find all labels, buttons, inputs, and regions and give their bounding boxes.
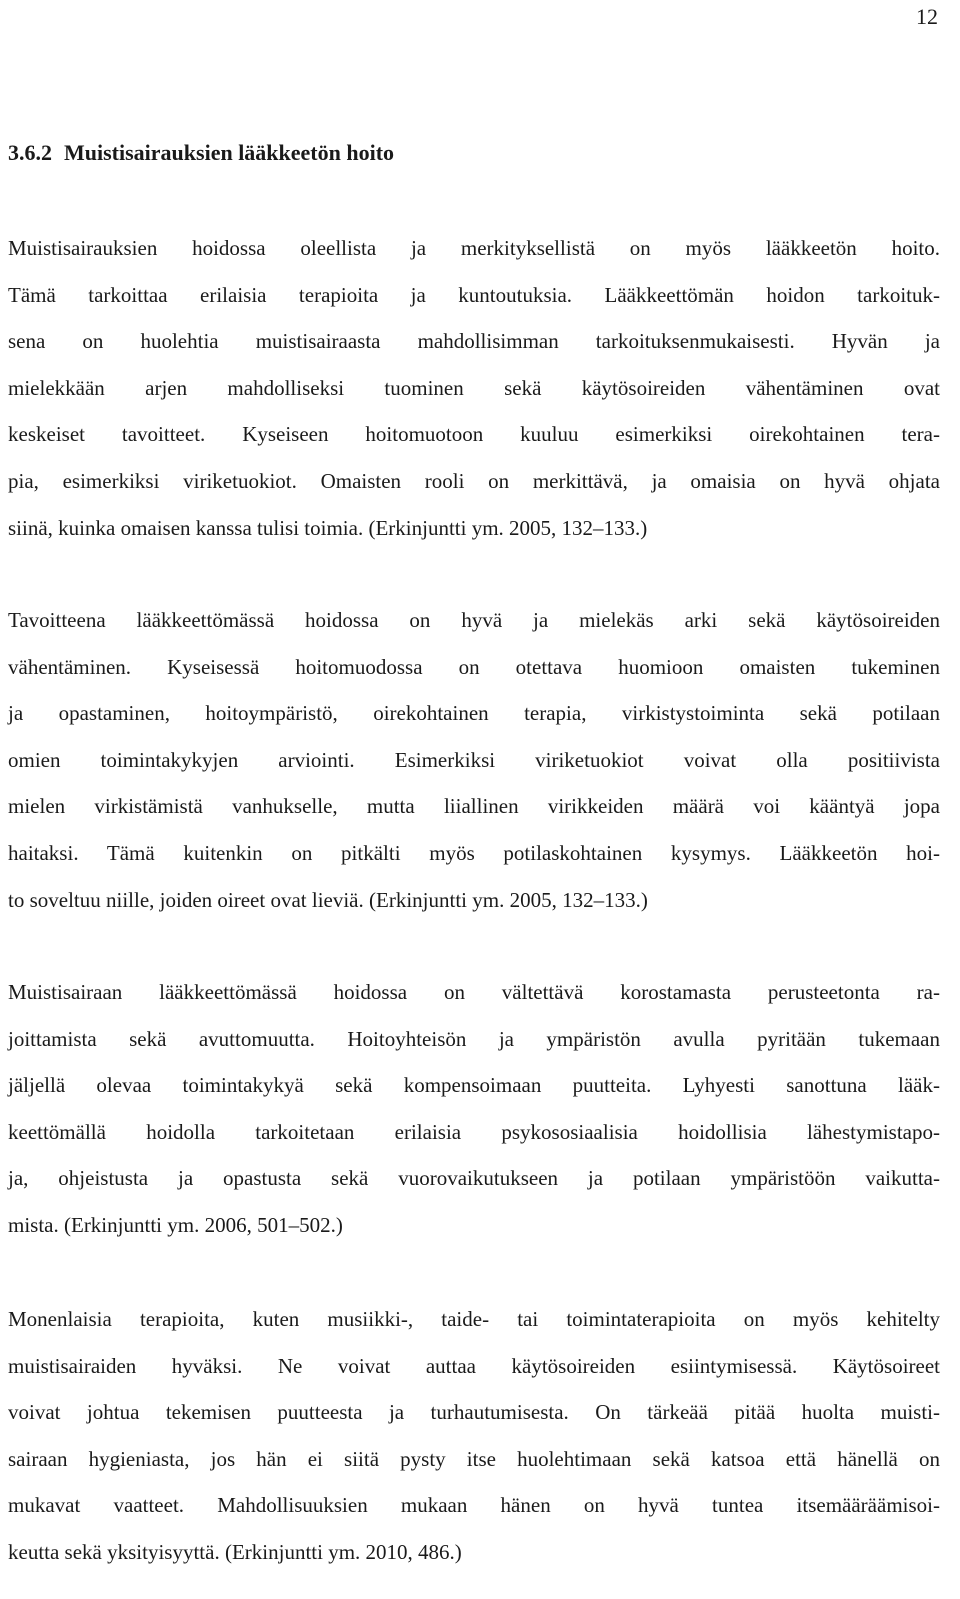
- paragraph-line: jäljellä olevaa toimintakykyä sekä kompensoimaan puutteita. Lyhyesti sanottuna lääk-: [8, 1073, 940, 1098]
- paragraph-line: ja opastaminen, hoitoympäristö, oirekohtainen terapia, virkistystoiminta sekä potilaan: [8, 701, 940, 726]
- paragraph-line: joittamista sekä avuttomuutta. Hoitoyhteisön ja ympäristön avulla pyritään tukemaan: [8, 1026, 940, 1051]
- paragraph-3: [8, 969, 940, 1249]
- paragraph-line: keskeiset tavoitteet. Kyseiseen hoitomuotoon kuuluu esimerkiksi oirekohtainen tera-: [8, 422, 940, 447]
- paragraph-line: haitaksi. Tämä kuitenkin on pitkälti myös potilaskohtainen kysymys. Lääkkeetön hoi-: [8, 840, 940, 865]
- paragraph-line: mielen virkistämistä vanhukselle, mutta liiallinen virikkeiden määrä voi kääntyä jopa: [8, 794, 940, 819]
- page-number: 12: [916, 4, 938, 29]
- section-title: Muistisairauksien lääkkeetön hoito: [64, 140, 395, 165]
- paragraph-line: mukavat vaatteet. Mahdollisuuksien mukaan hänen on hyvä tuntea itsemääräämisoi-: [8, 1493, 940, 1518]
- paragraph-line: ja, ohjeistusta ja opastusta sekä vuorovaikutukseen ja potilaan ympäristöön vaikutta-: [8, 1166, 940, 1191]
- paragraph-2: [8, 597, 940, 923]
- paragraph-line: mista. (Erkinjuntti ym. 2006, 501–502.): [8, 1212, 343, 1237]
- paragraph-line: mielekkään arjen mahdolliseksi tuominen sekä käytösoireiden vähentäminen ovat: [8, 375, 940, 400]
- paragraph-line: sena on huolehtia muistisairaasta mahdollisimman tarkoituksenmukaisesti. Hyvän ja: [8, 329, 940, 354]
- section-heading: [8, 140, 394, 166]
- paragraph-1: [8, 225, 940, 551]
- paragraph-line: sairaan hygieniasta, jos hän ei siitä pysty itse huolehtimaan sekä katsoa että hänellä on: [8, 1446, 940, 1471]
- paragraph-line: siinä, kuinka omaisen kanssa tulisi toimia. (Erkinjuntti ym. 2005, 132–133.): [8, 515, 648, 540]
- paragraph-line: Monenlaisia terapioita, kuten musiikki-, taide- tai toimintaterapioita on myös kehitelty: [8, 1307, 940, 1331]
- paragraph-line: voivat johtua tekemisen puutteesta ja turhautumisesta. On tärkeää pitää huolta muisti-: [8, 1400, 940, 1425]
- paragraph-line: Muistisairauksien hoidossa oleellista ja merkityksellistä on myös lääkkeetön hoito.: [8, 236, 940, 260]
- paragraph-line: Muistisairaan lääkkeettömässä hoidossa on vältettävä korostamasta perusteetonta ra-: [8, 980, 940, 1004]
- paragraph-4: [8, 1296, 940, 1576]
- paragraph-line: keutta sekä yksityisyyttä. (Erkinjuntti ym. 2010, 486.): [8, 1539, 462, 1564]
- paragraph-line: vähentäminen. Kyseisessä hoitomuodossa on otettava huomioon omaisten tukeminen: [8, 654, 940, 679]
- section-number: 3.6.2: [8, 140, 52, 165]
- paragraph-line: to soveltuu niille, joiden oireet ovat lieviä. (Erkinjuntti ym. 2005, 132–133.): [8, 887, 648, 912]
- paragraph-line: pia, esimerkiksi viriketuokiot. Omaisten rooli on merkittävä, ja omaisia on hyvä ohjata: [8, 468, 940, 493]
- paragraph-line: omien toimintakykyjen arviointi. Esimerkiksi viriketuokiot voivat olla positiivista: [8, 747, 940, 772]
- paragraph-line: Tämä tarkoittaa erilaisia terapioita ja kuntoutuksia. Lääkkeettömän hoidon tarkoituk-: [8, 282, 940, 307]
- paragraph-line: keettömällä hoidolla tarkoitetaan erilaisia psykososiaalisia hoidollisia lähestymistapo-: [8, 1119, 940, 1144]
- paragraph-line: Tavoitteena lääkkeettömässä hoidossa on hyvä ja mielekäs arki sekä käytösoireiden: [8, 608, 940, 632]
- paragraph-line: muistisairaiden hyväksi. Ne voivat auttaa käytösoireiden esiintymisessä. Käytösoireet: [8, 1353, 940, 1378]
